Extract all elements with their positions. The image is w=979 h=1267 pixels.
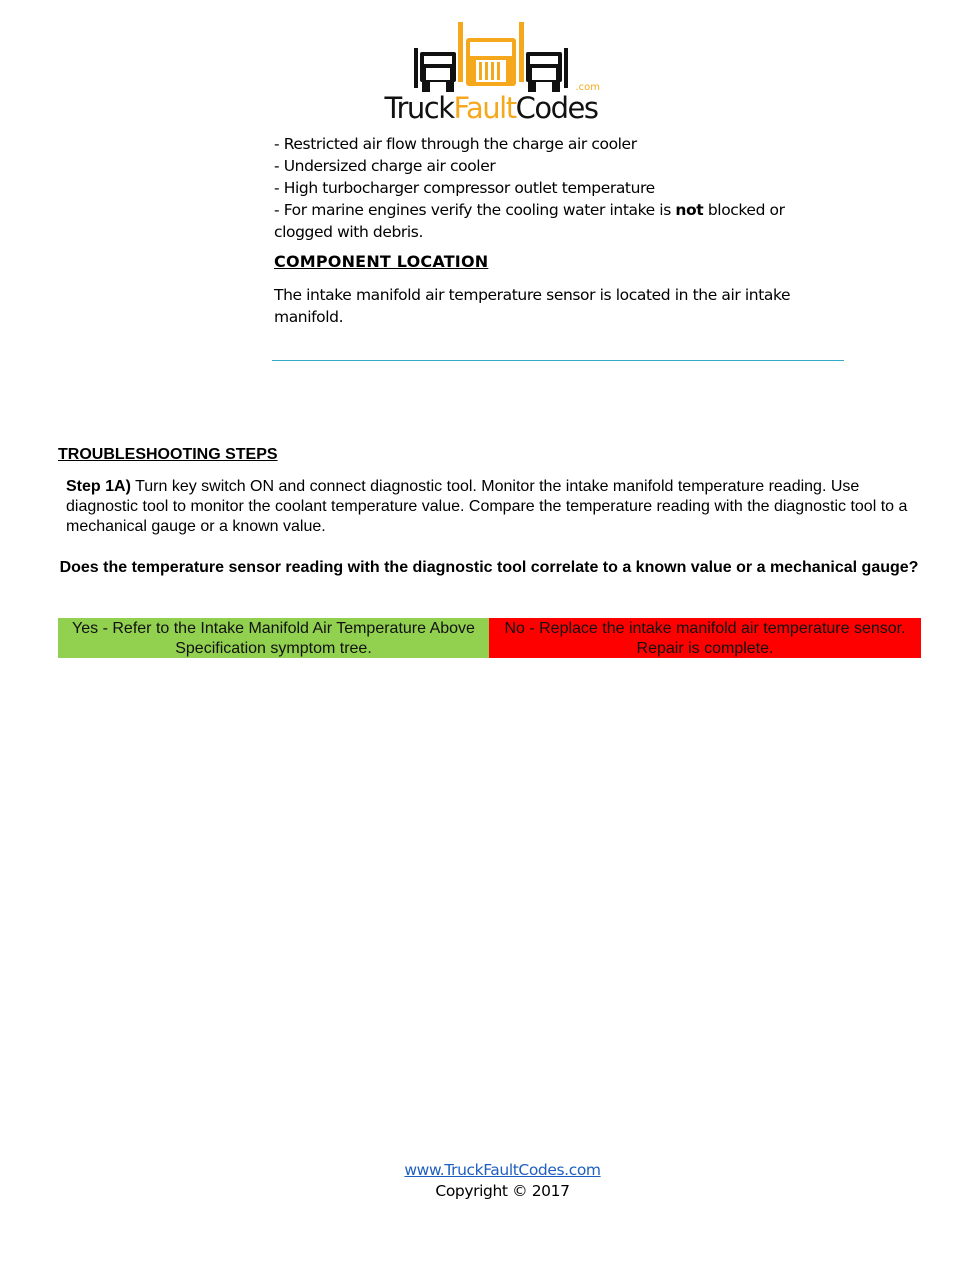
answer-table bbox=[58, 618, 921, 658]
cause-item: - Restricted air flow through the charge air cooler bbox=[274, 135, 637, 153]
logo-wordmark bbox=[378, 88, 604, 128]
logo-com: .com bbox=[575, 82, 600, 93]
truckfaultcodes-logo bbox=[378, 18, 604, 130]
component-location-heading: COMPONENT LOCATION bbox=[274, 252, 489, 271]
divider-line bbox=[272, 360, 844, 361]
truck-logo-icon bbox=[378, 18, 604, 94]
cause-item: - Undersized charge air cooler bbox=[274, 157, 496, 175]
logo-word-codes: Codes bbox=[515, 91, 598, 125]
footer bbox=[0, 1160, 979, 1202]
answer-no-cell: No - Replace the intake manifold air temperature sensor. Repair is complete. bbox=[489, 618, 921, 658]
cause-item-marine: - For marine engines verify the cooling water intake is not blocked or clogged with debris. bbox=[274, 201, 785, 241]
step-1a bbox=[66, 477, 916, 537]
step-question: Does the temperature sensor reading with the diagnostic tool correlate to a known value or a mechanical gauge? bbox=[59, 559, 919, 576]
cause-item: - High turbocharger compressor outlet temperature bbox=[274, 179, 655, 197]
answer-yes-cell: Yes - Refer to the Intake Manifold Air Temperature Above Specification symptom tree. bbox=[58, 618, 489, 658]
logo-word-fault: Fault bbox=[453, 91, 516, 125]
emphasis-not: not bbox=[675, 201, 704, 219]
step-text: Turn key switch ON and connect diagnostic tool. Monitor the intake manifold temperature reading. Use diagnostic tool to monitor the coolant temperature value. Compare the temperature reading with the diagnostic tool to a mechanical gauge or a known value. bbox=[66, 478, 908, 535]
component-location-text: The intake manifold air temperature sensor is located in the air intake manifold. bbox=[274, 286, 791, 326]
troubleshooting-heading: TROUBLESHOOTING STEPS bbox=[58, 446, 278, 463]
logo-word-truck: Truck bbox=[384, 91, 454, 125]
step-label: Step 1A) bbox=[66, 478, 131, 495]
website-link[interactable]: www.TruckFaultCodes.com bbox=[404, 1161, 601, 1179]
copyright-text: Copyright © 2017 bbox=[435, 1182, 570, 1200]
causes-list bbox=[274, 133, 844, 243]
